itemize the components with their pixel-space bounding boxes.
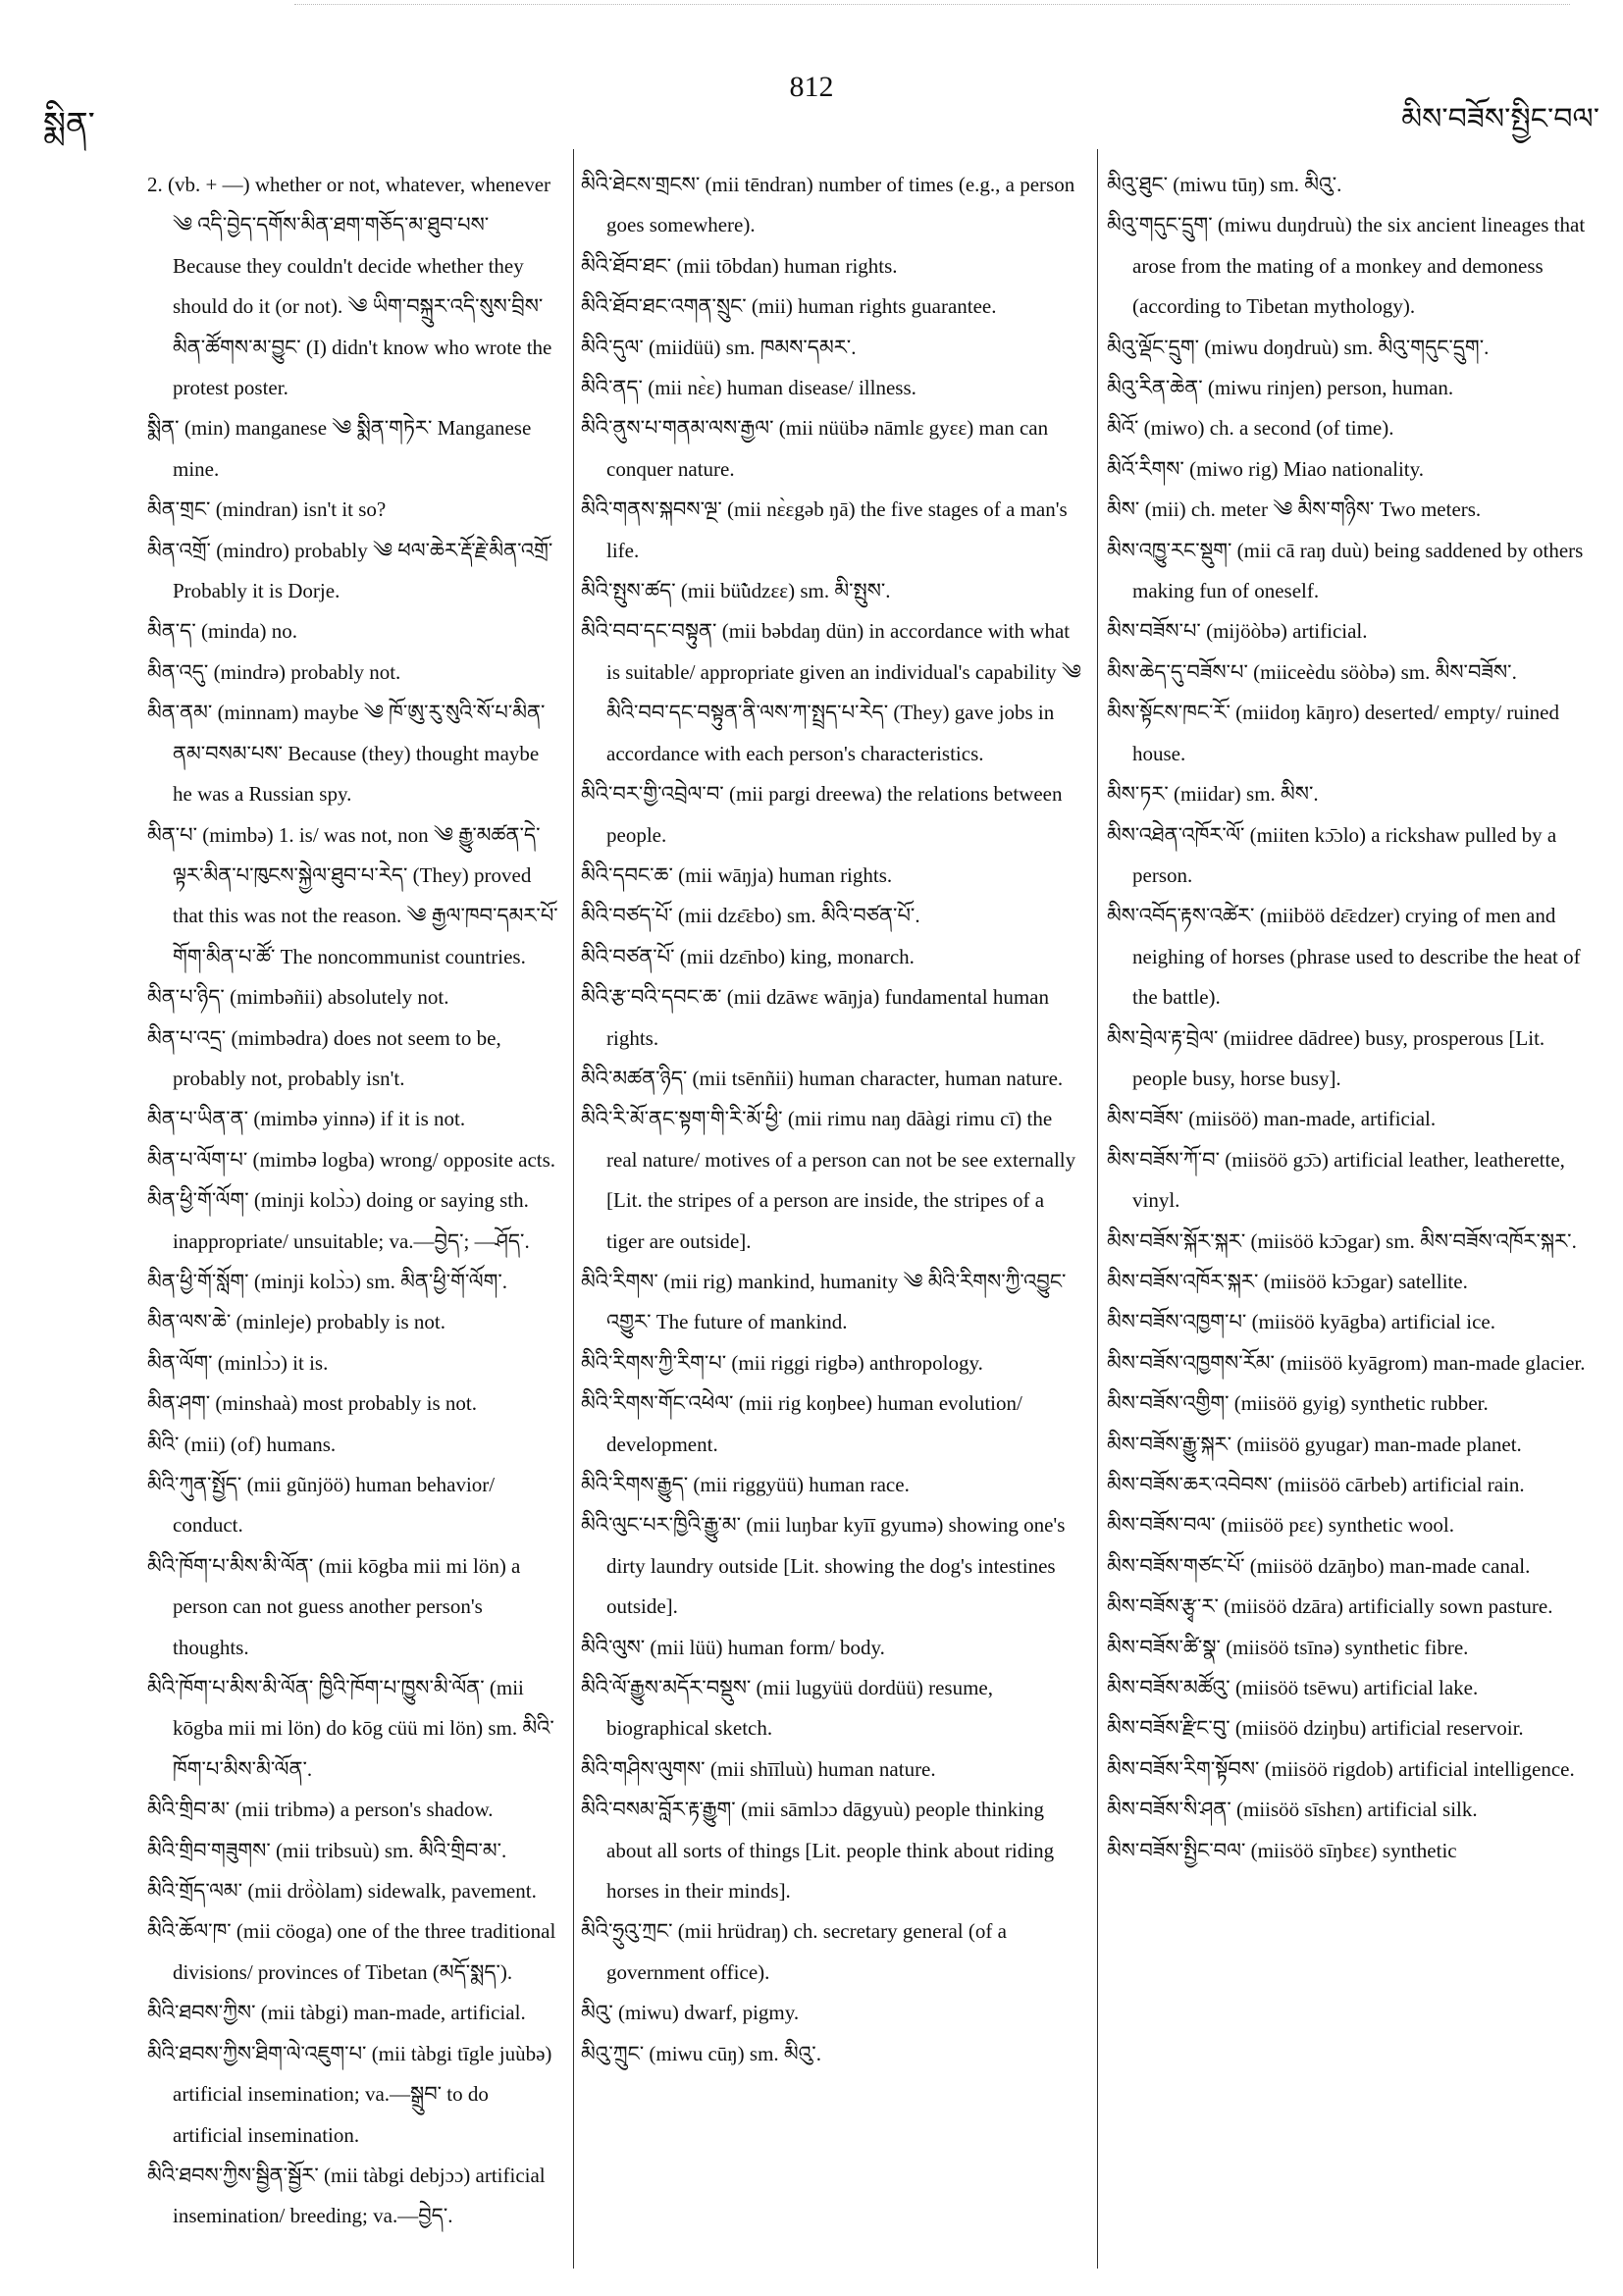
dictionary-entry: མིན་པ་འདྲ་ (mimbədra) does not seem to be, probably not, probably isn't.: [147, 1025, 501, 1090]
dictionary-entry: མིའི་མཚན་ཉིད་ (mii tsēnñii) human character, human nature.: [581, 1066, 1064, 1090]
dictionary-entry: མིའི་ལོ་རྒྱུས་མདོར་བསྡུས་ (mii lugyüü dordüü) resume, biographical sketch.: [581, 1676, 994, 1741]
dictionary-entry: མིས་བཟོས་ཀོ་བ་ (miisöö gɔ̄ɔ) artificial leather, leatherette, vinyl.: [1107, 1147, 1565, 1213]
dictionary-entry: མིའི་བསམ་བློར་རྟ་རྒྱུག་ (mii sāmlɔɔ dāgyuù) people thinking about all sorts of things [Lit. people think about riding horses in their minds].: [581, 1798, 1055, 1904]
dictionary-entry: མིའི་དབང་ཆ་ (mii wāŋja) human rights.: [581, 862, 893, 887]
dictionary-entry: མིན་ལས་ཆེ་ (minleje) probably is not.: [147, 1310, 446, 1334]
dictionary-entry: མིའི་ (mii) (of) humans.: [147, 1432, 337, 1456]
dictionary-entry: མིན་འདུ་ (mindrə) probably not.: [147, 659, 401, 684]
dictionary-entry: མིན་ད་ (minda) no.: [147, 619, 297, 644]
dictionary-entry: མིའི་ཐོབ་ཐང་ (mii tōbdan) human rights.: [581, 253, 898, 278]
dictionary-entry: མིའི་ཐབས་ཀྱིས་སྦྱིན་སྦྱོར་ (mii tàbgi debjɔɔ) artificial insemination/ breeding; va.—བྱེད་.: [147, 2163, 546, 2228]
dictionary-entry: མིའོ་ (miwo) ch. a second (of time).: [1107, 416, 1394, 441]
dictionary-entry: མིས་བཟོས་འགྱིག་ (miisöö gyig) synthetic rubber.: [1107, 1391, 1489, 1416]
dictionary-entry: མིས་བཟོས་མཚོའུ་ (miisöö tsēwu) artificial lake.: [1107, 1676, 1479, 1700]
dictionary-entry: མིའི་གྲིབ་མ་ (mii tribmə) a person's shadow.: [147, 1798, 494, 1822]
dictionary-entry: མིན་ཤག་ (minshaà) most probably is not.: [147, 1391, 477, 1416]
dictionary-entry: མིན་ནམ་ (minnam) maybe ༄ ཁོ་ཨུ་རུ་སུའི་སོ་པ་མིན་ནམ་བསམ་པས་ Because (they) thought maybe he was a Russian spy.: [147, 701, 546, 807]
dictionary-entry: མིའི་བབ་དང་བསྟུན་ (mii bəbdaŋ dün) in accordance with what is suitable/ appropriate given an individual's capability ༄ མིའི་བབ་དང་བསྟུན་ནི་ལས་ཀ་སྤྲད་པ་རེད་ (They) gave jobs in accordance with each person's characteristics.: [581, 619, 1081, 765]
dictionary-entry: མིའི་རིགས་ (mii rig) mankind, humanity ༄ མིའི་རིགས་ཀྱི་འབྱུང་འགྱུར་ The future of mankind.: [581, 1269, 1067, 1334]
dictionary-entry: མིའི་ཐབས་ཀྱིས་ཐིག་ལེ་འཇུག་པ་ (mii tàbgi tīgle juùbə) artificial insemination; va.—སྒྲུབ་ to do artificial insemination.: [147, 2041, 552, 2147]
dictionary-entry: མིས་བཟོས་ཚི་སྣ་ (miisöö tsīnə) synthetic fibre.: [1107, 1635, 1469, 1659]
dictionary-entry: མིའི་ཧྲུའུ་ཀྲང་ (mii hrüdraŋ) ch. secretary general (of a government office).: [581, 1919, 1007, 1984]
column-divider: [573, 149, 574, 2269]
dictionary-entry: མིས་བཟོས་གཙང་པོ་ (miisöö dzāŋbo) man-made canal.: [1107, 1553, 1531, 1578]
column-3: [1107, 165, 1597, 1871]
dictionary-entry: མིའི་རིགས་གོང་འཕེལ་ (mii rig koŋbee) human evolution/ development.: [581, 1391, 1022, 1456]
dictionary-entry: མིའི་རིགས་ཀྱི་རིག་པ་ (mii riggi rigbə) anthropology.: [581, 1350, 983, 1375]
column-2: [581, 165, 1081, 2074]
dictionary-entry: མིའི་ཐེངས་གྲངས་ (mii tēndran) number of times (e.g., a person goes somewhere).: [581, 173, 1075, 237]
dictionary-entry: མིའི་སྤུས་ཚད་ (mii bü̃ùdzɛɛ) sm. མི་སྤུས་.: [581, 579, 891, 603]
dictionary-entry: མིས་བཟོས་ (miisöö) man-made, artificial.: [1107, 1107, 1437, 1131]
dictionary-entry: མིའི་བར་གྱི་འབྲེལ་བ་ (mii pargi dreewa) the relations between people.: [581, 782, 1063, 847]
dictionary-entry: མིས་བཟོས་རྫིང་བུ་ (miisöö dziŋbu) artificial reservoir.: [1107, 1716, 1524, 1741]
dictionary-entry: མིའི་རྩ་བའི་དབང་ཆ་ (mii dzāwɛ wāŋja) fundamental human rights.: [581, 985, 1049, 1050]
dictionary-entry: མིས་ཆེད་དུ་བཟོས་པ་ (miiceèdu söòbə) sm. མིས་བཟོས་.: [1107, 659, 1517, 684]
dictionary-entry: མིན་པ་ཉིད་ (mimbəñii) absolutely not.: [147, 985, 449, 1010]
dictionary-entry: མིས་བཟོས་ཆར་འབེབས་ (miisöö cārbeb) artificial rain.: [1107, 1473, 1525, 1496]
dictionary-entry: མིས་འབོད་རྟས་འཚེར་ (miiböö dɛ̄ɛdzer) crying of men and neighing of horses (phrase used to describe the heat of the battle).: [1107, 904, 1581, 1010]
dictionary-entry: མིས་ཏར་ (miidar) sm. མིས་.: [1107, 782, 1319, 807]
dictionary-entry: མིའི་ཁོག་པ་མིས་མི་ལོན་ (mii kōgba mii mi lön) a person can not guess another person's thoughts.: [147, 1553, 521, 1659]
dictionary-entry: མིན་པ་ (mimbə) 1. is/ was not, non ༄ རྒྱུ་མཚན་དེ་ལྟར་མིན་པ་ཁུངས་སྐྱེལ་ཐུབ་པ་རེད་ (They) proved that this was not the reason. ༄ རྒྱལ་ཁབ་དམར་པོ་གོག་མིན་པ་ཚོ་ The noncommunist countries.: [147, 822, 558, 968]
dictionary-entry: མིས་བཟོས་འཁོར་སྐར་ (miisöö kɔ̄ɔgar) satellite.: [1107, 1269, 1468, 1293]
dictionary-entry: མིའི་བཙད་པོ་ (mii dzɛ̄ɛbo) sm. མིའི་བཙན་པོ་.: [581, 904, 920, 928]
dictionary-entry: མིས་ (mii) ch. meter ༄ མིས་གཉིས་ Two meters.: [1107, 497, 1482, 522]
dictionary-entry: མིའི་ནད་ (mii nɛ̀ɛ) human disease/ illness.: [581, 376, 916, 400]
dictionary-entry: མིས་བཟོས་རིག་སྟོབས་ (miisöö rigdob) artificial intelligence.: [1107, 1756, 1575, 1781]
dictionary-entry: མིན་ཕྱི་གོ་ལོག་ (minji kolɔ̀ɔ) doing or saying sth. inappropriate/ unsuitable; va.—བྱེད་; —ཤོད་.: [147, 1188, 530, 1253]
dictionary-entry: མིའུ་ཐུང་ (miwu tūŋ) sm. མིའུ་.: [1107, 173, 1342, 196]
dictionary-entry: མིན་ལོག་ (minlɔ̀ɔ) it is.: [147, 1350, 329, 1375]
dictionary-entry: མིའུ་ལྡོང་དྲུག་ (miwu doŋdruù) sm. མིའུ་གདུང་དྲུག་.: [1107, 335, 1490, 359]
dictionary-entry: མིའི་རིགས་རྒྱུད་ (mii riggyüü) human race.: [581, 1473, 910, 1496]
dictionary-entry: མིན་ཕྱི་གོ་སློག་ (minji kolɔ̀ɔ) sm. མིན་ཕྱི་གོ་ལོག་.: [147, 1269, 508, 1293]
dictionary-entry: མིས་བཟོས་རྒྱུ་སྐར་ (miisöö gyugar) man-made planet.: [1107, 1432, 1522, 1456]
dictionary-entry: མིས་བཟོས་སི་ཤན་ (miisöö sīshɛn) artificial silk.: [1107, 1798, 1478, 1822]
dictionary-entry: མིན་པ་ལོག་པ་ (mimbə logba) wrong/ opposite acts.: [147, 1147, 556, 1172]
dictionary-entry: མིའུ་ཀྲུང་ (miwu cūŋ) sm. མིའུ་.: [581, 2041, 821, 2065]
column-1: [147, 165, 559, 2237]
dictionary-entry: མིའུ་རིན་ཆེན་ (miwu rinjen) person, human.: [1107, 376, 1454, 400]
dictionary-entry: སྨིན་ (min) manganese ༄ སྨིན་གཏེར་ Manganese mine.: [147, 416, 532, 481]
dictionary-entry: མིན་གྲང་ (mindran) isn't it so?: [147, 497, 387, 522]
page-number: 812: [789, 71, 834, 103]
dictionary-entry: མིའི་ཁོག་པ་མིས་མི་ལོན་ ཁྱིའི་ཁོག་པ་ཁྱུས་མི་ལོན་ (mii kōgba mii mi lön) do kōg cüü mi lön) sm. མིའི་ཁོག་པ་མིས་མི་ལོན་.: [147, 1676, 554, 1781]
dictionary-entry: མིན་པ་ཡིན་ན་ (mimbə yinnə) if it is not.: [147, 1107, 466, 1131]
dictionary-entry: མིའུ་གདུང་དྲུག་ (miwu duŋdruù) the six ancient lineages that arose from the mating of a monkey and demoness (according to Tibetan mythology).: [1107, 213, 1586, 319]
dictionary-entry: 2. (vb. + —) whether or not, whatever, whenever ༄ འདི་བྱེད་དགོས་མིན་ཐག་གཅོད་མ་ཐུབ་པས་ Because they couldn't decide whether they should do it (or not). ༄ ཡིག་བསྐྲུར་འདི་སུས་བྲིས་མིན་ཚོགས་མ་བྱུང་ (I) didn't know who wrote the protest poster.: [147, 173, 552, 400]
dictionary-entry: མིས་འཁྱུ་རང་སྡུག་ (mii cā raŋ duù) being saddened by others making fun of oneself.: [1107, 538, 1584, 603]
dictionary-entry: མིས་བཟོས་པ་ (mijöòbə) artificial.: [1107, 619, 1368, 644]
dictionary-entry: མིའི་ཆོལ་ཁ་ (mii cöoga) one of the three traditional divisions/ provinces of Tibetan (མདོ་སྨད་).: [147, 1919, 556, 1984]
dictionary-entry: མིན་འགྲོ་ (mindro) probably ༄ ཕལ་ཆེར་རྡོ་རྗེ་མིན་འགྲོ་ Probably it is Dorje.: [147, 538, 553, 603]
dictionary-entry: མིའི་དུལ་ (miidüü) sm. ཁམས་དམར་.: [581, 335, 857, 359]
dictionary-entry: མིས་བྲེལ་རྟ་བྲེལ་ (miidree dādree) busy, prosperous [Lit. people busy, horse busy].: [1107, 1025, 1545, 1090]
dictionary-entry: མིས་སྟོངས་ཁང་རོ་ (miidoŋ kāŋro) deserted/ empty/ ruined house.: [1107, 701, 1559, 765]
dictionary-entry: མིའི་ལུས་ (mii lüü) human form/ body.: [581, 1635, 885, 1659]
dictionary-entry: མིས་བཟོས་སྤྱིང་བལ་ (miisöö sīŋbɛɛ) synthetic: [1107, 1838, 1457, 1862]
scan-top-edge: [294, 4, 1570, 5]
guide-word-left: སྨིན་: [43, 105, 95, 144]
dictionary-entry: མིའོ་རིགས་ (miwo rig) Miao nationality.: [1107, 456, 1425, 481]
dictionary-entry: མིའི་གཤིས་ལུགས་ (mii shīīluù) human nature.: [581, 1756, 936, 1781]
guide-word-right: མིས་བཟོས་སྤྱིང་བལ་: [1401, 102, 1599, 136]
dictionary-entry: མིའི་གྲིབ་གཟུགས་ (mii tribsuù) sm. མིའི་གྲིབ་མ་.: [147, 1838, 507, 1862]
dictionary-entry: མིས་བཟོས་སྐོར་སྐར་ (miisöö kɔ̄ɔgar) sm. མིས་བཟོས་འཁོར་སྐར་.: [1107, 1228, 1577, 1253]
dictionary-entry: མིའི་ལུང་པར་ཁྱིའི་རྒྱུ་མ་ (mii luŋbar kyīī gyumə) showing one's dirty laundry outside [Lit. showing the dog's intestines outside].: [581, 1513, 1066, 1619]
dictionary-entry: མིས་འཐེན་འཁོར་ལོ་ (miiten kɔ̄ɔlo) a rickshaw pulled by a person.: [1107, 822, 1557, 887]
dictionary-entry: མིས་བཟོས་རྩྭ་ར་ (miisöö dzāra) artificially sown pasture.: [1107, 1594, 1553, 1619]
dictionary-entry: མིའི་བཙན་པོ་ (mii dzɛ̄nbo) king, monarch.: [581, 944, 915, 968]
dictionary-entry: མིའི་ཐོབ་ཐང་འགན་སྲུང་ (mii) human rights guarantee.: [581, 294, 997, 319]
dictionary-entry: མིའི་རི་མོ་ནང་སྟག་གི་རི་མོ་ཕྱི་ (mii rimu naŋ dāàgi rimu cī) the real nature/ motives of a person can not be see externally [Lit. the stripes of a person are inside, the stripes of a tiger are outside].: [581, 1107, 1076, 1253]
dictionary-entry: མིས་བཟོས་འཁྱག་པ་ (miisöö kyāgba) artificial ice.: [1107, 1310, 1495, 1334]
dictionary-entry: མིའུ་ (miwu) dwarf, pigmy.: [581, 2001, 800, 2025]
dictionary-entry: མིའི་ཀུན་སྤྱོད་ (mii gũnjöö) human behavior/ conduct.: [147, 1473, 496, 1538]
dictionary-entry: མིའི་ནུས་པ་གནམ་ལས་རྒྱལ་ (mii nüübə nāmlɛ gyɛɛ) man can conquer nature.: [581, 416, 1049, 481]
dictionary-entry: མིའི་གྲོད་ལམ་ (mii drö̀òlam) sidewalk, pavement.: [147, 1879, 537, 1904]
dictionary-entry: མིས་བཟོས་བལ་ (miisöö pɛɛ) synthetic wool.: [1107, 1513, 1455, 1538]
dictionary-entry: མིས་བཟོས་འཁྱགས་རོམ་ (miisöö kyāgrom) man-made glacier.: [1107, 1350, 1586, 1375]
dictionary-entry: མིའི་ཐབས་ཀྱིས་ (mii tàbgi) man-made, artificial.: [147, 2001, 526, 2025]
column-divider: [1097, 149, 1098, 2269]
dictionary-entry: མིའི་གནས་སྐབས་ལྔ་ (mii nɛ̀ɛgəb ŋā) the five stages of a man's life.: [581, 497, 1068, 562]
